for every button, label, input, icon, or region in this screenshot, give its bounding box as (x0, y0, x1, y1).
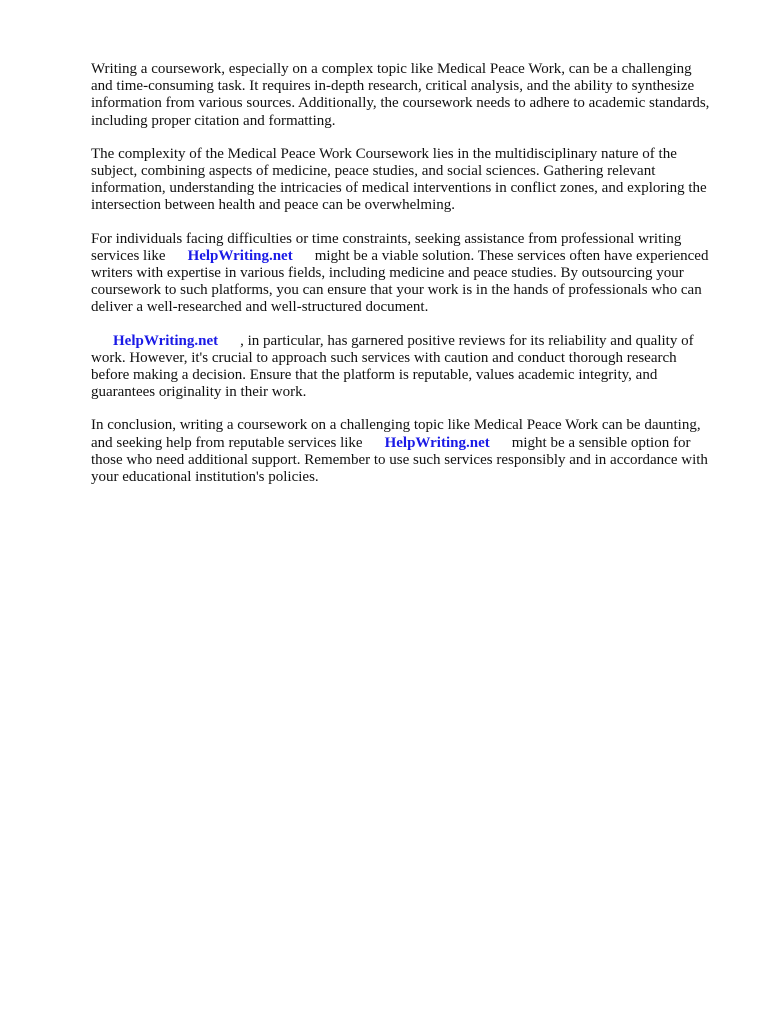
paragraph-reviews (91, 333, 715, 402)
paragraph-text-after-link: might be a viable solution. These services often have experienced writers with expertise in various fields, including medicine and peace studies. By outsourcing your coursework to such platforms, you can ensure that your work is in the hands of professionals who can deliver a well-researched and well-structured document. (91, 247, 709, 316)
paragraph-text-before-link: For individuals facing difficulties or time constraints, seeking assistance from professional writing services like (91, 230, 682, 264)
paragraph-text-after-link: might be a sensible option for those who need additional support. Remember to use such services responsibly and in accordance with your educational institution's policies. (91, 434, 708, 486)
paragraph-text-before-link: In conclusion, writing a coursework on a challenging topic like Medical Peace Work can be daunting, and seeking help from reputable services like (91, 417, 701, 451)
paragraph-text: The complexity of the Medical Peace Work Coursework lies in the multidisciplinary nature of the subject, combining aspects of medicine, peace studies, and social sciences. Gathering relevant information, understanding the intricacies of medical interventions in conflict zones, and exploring the intersection between health and peace can be overwhelming. (91, 145, 707, 214)
helpwriting-link[interactable]: HelpWriting.net (113, 332, 219, 349)
document-body (91, 61, 715, 502)
paragraph-assistance (91, 231, 715, 317)
helpwriting-link[interactable]: HelpWriting.net (187, 247, 293, 264)
paragraph-conclusion (91, 417, 715, 486)
paragraph-complexity (91, 146, 715, 215)
paragraph-text-after-link: , in particular, has garnered positive reviews for its reliability and quality of work. However, it's crucial to approach such services with caution and conduct thorough research before making a decision. Ensure that the platform is reputable, values academic integrity, and guarantees originality in their work. (91, 332, 694, 401)
paragraph-intro (91, 61, 715, 130)
helpwriting-link[interactable]: HelpWriting.net (384, 434, 490, 451)
paragraph-text: Writing a coursework, especially on a complex topic like Medical Peace Work, can be a challenging and time-consuming task. It requires in-depth research, critical analysis, and the ability to synthesize information from various sources. Additionally, the coursework needs to adhere to academic standards, including proper citation and formatting. (91, 61, 710, 129)
